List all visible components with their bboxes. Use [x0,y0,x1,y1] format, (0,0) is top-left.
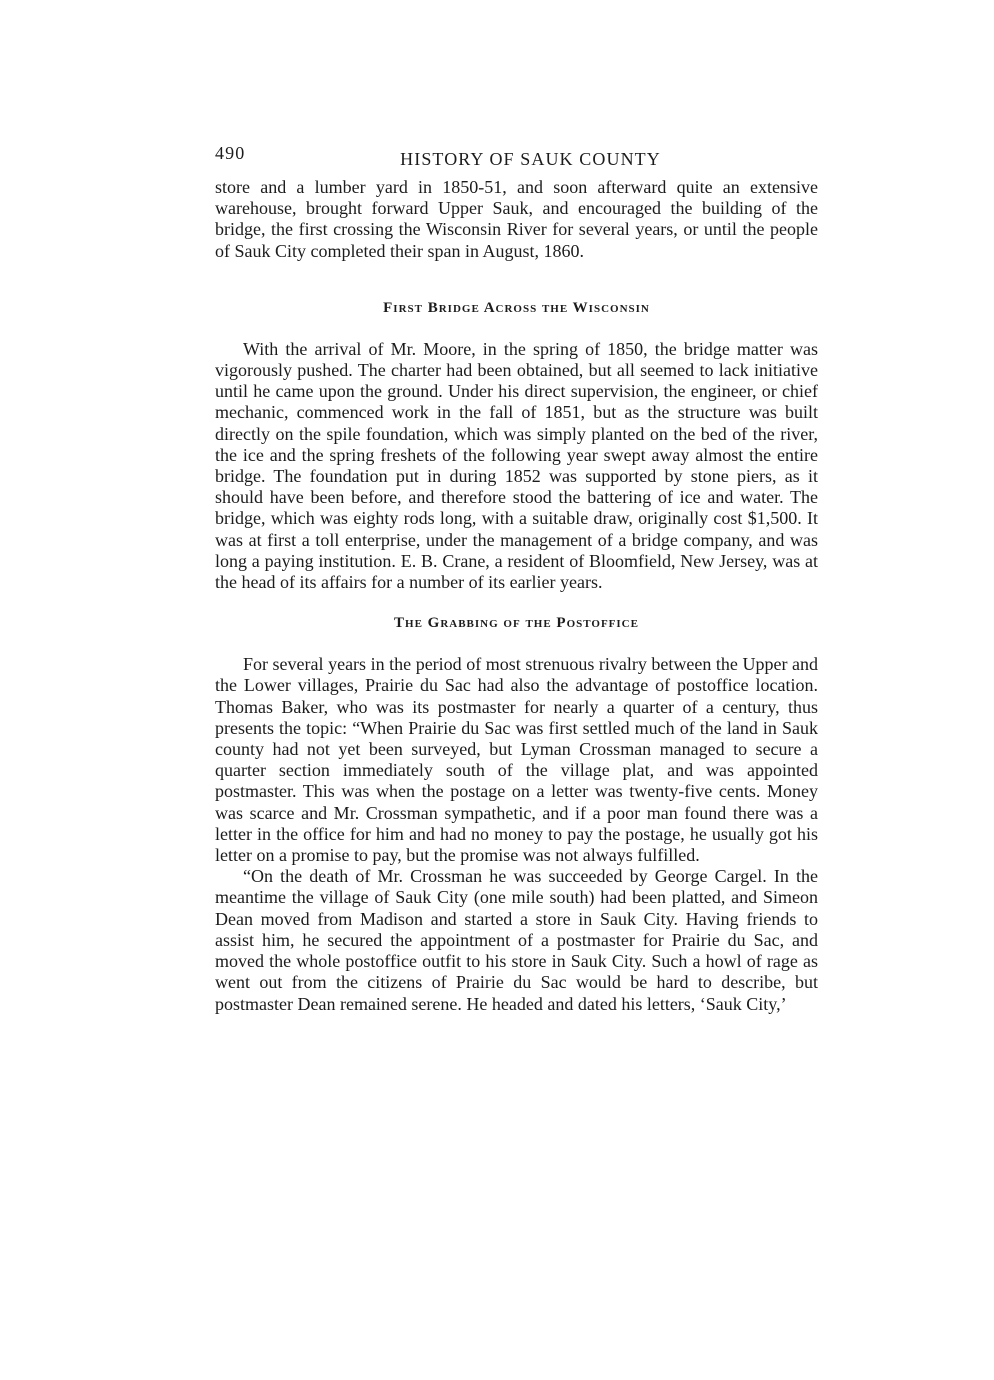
running-head [215,143,818,177]
running-title: HISTORY OF SAUK COUNTY [400,149,661,169]
paragraph-postoffice-2: “On the death of Mr. Crossman he was succeeded by George Cargel. In the meantime the village of Sauk City (one mile south) had been platted, and Simeon Dean moved from Madison and started a store in Sauk City. Having friends to assist him, he secured the appointment of a postmaster for Prairie du Sac, and moved the whole postoffice outfit to his store in Sauk City. Such a howl of rage as went out from the citizens of Prairie du Sac would be hard to describe, but postmaster Dean remained serene. He headed and dated his letters, ‘Sauk City,’ [215,866,818,1014]
book-page [215,143,818,1015]
page-number: 490 [215,143,246,163]
paragraph-continuation: store and a lumber yard in 1850-51, and soon afterward quite an extensive warehouse, brought forward Upper Sauk, and encouraged the building of the bridge, the first crossing the Wisconsin River for several years, or until the people of Sauk City completed their span in August, 1860. [215,177,818,261]
paragraph-postoffice-1: For several years in the period of most strenuous rivalry between the Upper and the Lower villages, Prairie du Sac had also the advantage of postoffice location. Thomas Baker, who was its postmaster for nearly a quarter of a century, thus presents the topic: “When Prairie du Sac was first settled much of the land in Sauk county had not yet been surveyed, but Lyman Crossman managed to secure a quarter section immediately south of the village plat, and was appointed postmaster. This was when the postage on a letter was twenty-five cents. Money was scarce and Mr. Crossman sympathetic, and if a poor man found there was a letter in the office for him and had no money to pay the postage, he usually got his letter on a promise to pay, but the promise was not always fulfilled. [215,654,818,866]
section-heading-bridge: First Bridge Across the Wisconsin [383,299,650,316]
section-heading-postoffice: The Grabbing of the Postoffice [394,615,639,632]
paragraph-bridge: With the arrival of Mr. Moore, in the spring of 1850, the bridge matter was vigorously pushed. The charter had been obtained, but all seemed to lack initiative until he came upon the ground. Under his direct supervision, the engineer, or chief mechanic, commenced work in the fall of 1851, but as the structure was built directly on the spile foundation, which was simply planted on the bed of the river, the ice and the spring freshets of the following year swept away almost the entire bridge. The foundation put in during 1852 was supported by stone piers, as it should have been before, and therefore stood the battering of ice and water. The bridge, which was eighty rods long, with a suitable draw, originally cost $1,500. It was at first a toll enterprise, under the management of a bridge company, and was long a paying institution. E. B. Crane, a resident of Bloomfield, New Jersey, was at the head of its affairs for a number of its earlier years. [215,338,818,593]
